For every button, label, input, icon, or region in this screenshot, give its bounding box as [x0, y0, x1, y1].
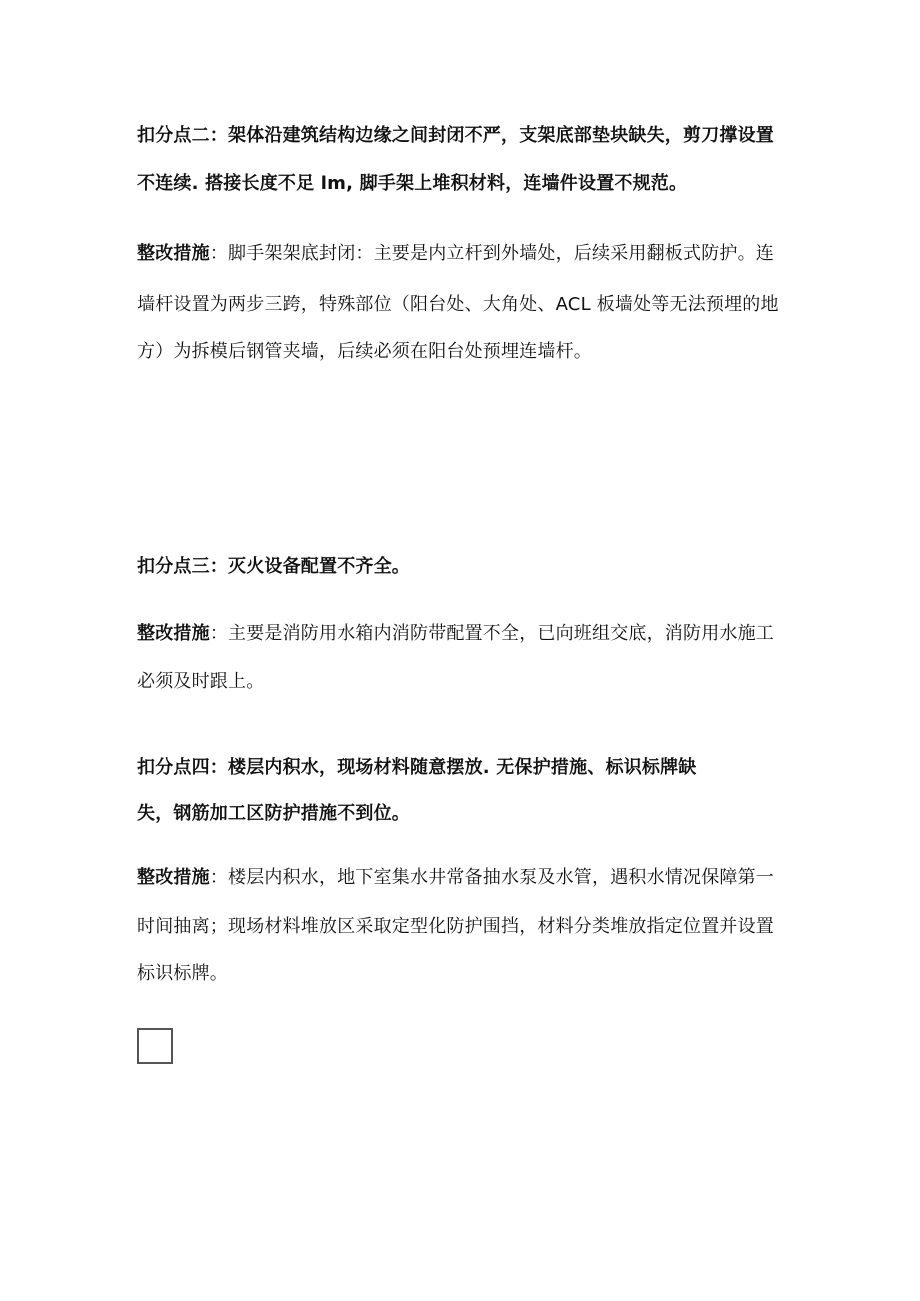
measure-label: 整改措施 — [137, 243, 210, 264]
measure-2-line-2: 必须及时跟上。 — [137, 671, 265, 692]
deduction-point-2-heading-line-1: 扣分点二：架体沿建筑结构边缘之间封闭不严，支架底部垫块缺失，剪刀撑设置 — [137, 125, 774, 146]
measure-text: ：主要是消防用水箱内消防带配置不全，已向班组交底，消防用水施工 — [209, 623, 775, 644]
measure-1-line-3: 方）为拆模后钢管夹墙，后续必须在阳台处预埋连墙杆。 — [137, 341, 592, 362]
deduction-point-2-heading-line-2: 不连续. 搭接长度不足 lm, 脚手架上堆积材料，连墙件设置不规范。 — [137, 173, 688, 194]
measure-3-line-1 — [137, 866, 797, 890]
measure-2-line-1 — [137, 622, 797, 646]
measure-3-line-2: 时间抽离；现场材料堆放区采取定型化防护围挡，材料分类堆放指定位置并设置 — [137, 916, 774, 937]
measure-text: ：楼层内积水，地下室集水井常备抽水泵及水管，遇积水情况保障第一 — [209, 867, 775, 888]
measure-1-line-1 — [137, 242, 797, 266]
measure-label: 整改措施 — [137, 623, 210, 644]
measure-1-line-2: 墙杆设置为两步三跨，特殊部位（阳台处、大角处、ACL 板墙处等无法预埋的地 — [137, 294, 779, 315]
deduction-point-3-heading: 扣分点三：灭火设备配置不齐全。 — [137, 556, 410, 577]
deduction-point-4-heading-line-1: 扣分点四：楼层内积水，现场材料随意摆放. 无保护措施、标识标牌缺 — [137, 757, 697, 778]
measure-label: 整改措施 — [137, 867, 210, 888]
empty-checkbox[interactable] — [137, 1028, 173, 1064]
measure-3-line-3: 标识标牌。 — [137, 963, 228, 984]
deduction-point-4-heading-line-2: 失，钢筋加工区防护措施不到位。 — [137, 803, 410, 824]
measure-text: ：脚手架架底封闭：主要是内立杆到外墙处，后续采用翻板式防护。连 — [209, 243, 775, 264]
